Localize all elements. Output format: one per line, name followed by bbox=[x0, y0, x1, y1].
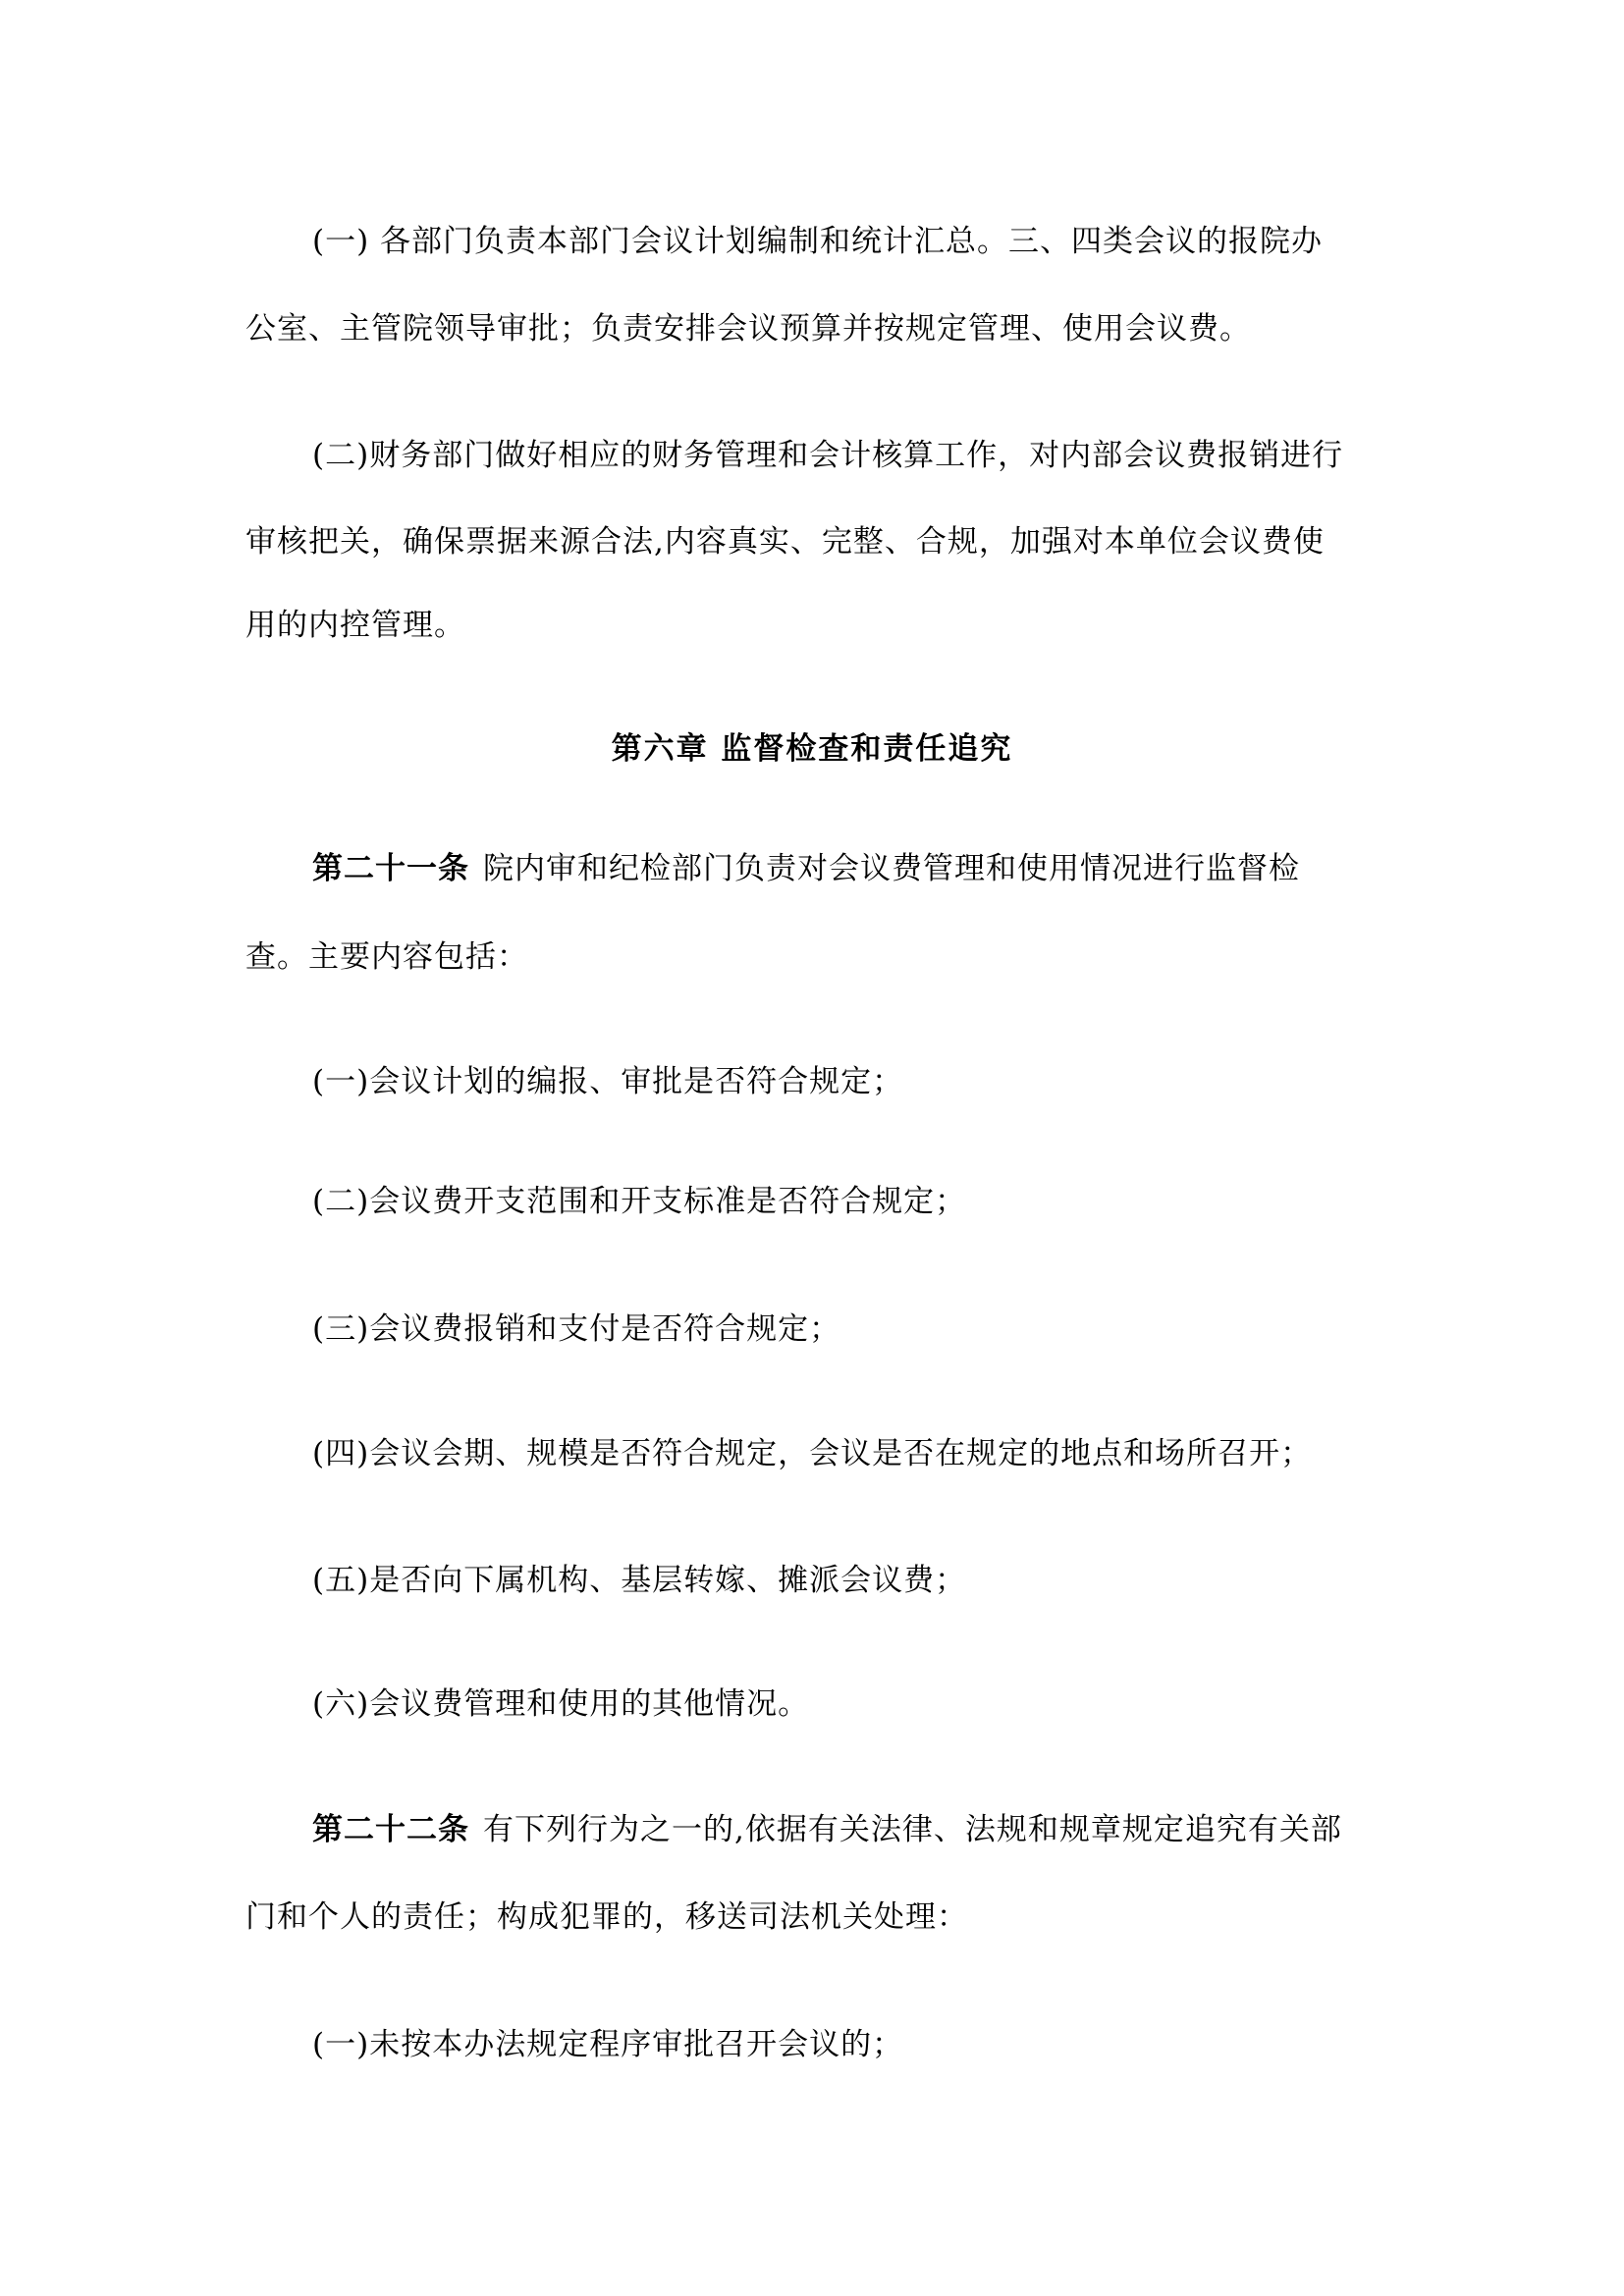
paragraph-1-line-1: (一) 各部门负责本部门会议计划编制和统计汇总。三、四类会议的报院办 bbox=[312, 224, 1324, 259]
article-21-item-1: (一)会议计划的编报、审批是否符合规定； bbox=[312, 1064, 904, 1099]
article-21-label: 第二十一条 bbox=[312, 851, 469, 886]
article-22-label: 第二十二条 bbox=[312, 1812, 469, 1847]
article-22-line-2: 门和个人的责任；构成犯罪的，移送司法机关处理： bbox=[245, 1899, 968, 1935]
article-21-line-2: 查。主要内容包括： bbox=[245, 939, 528, 975]
article-22-text-1: 有下列行为之一的,依据有关法律、法规和规章规定追究有关部 bbox=[483, 1812, 1342, 1847]
article-22-item-1: (一)未按本办法规定程序审批召开会议的； bbox=[312, 2027, 904, 2062]
article-21-item-2: (二)会议费开支范围和开支标准是否符合规定； bbox=[312, 1184, 967, 1219]
paragraph-2-line-3: 用的内控管理。 bbox=[245, 608, 465, 643]
paragraph-2-line-2: 审核把关，确保票据来源合法,内容真实、完整、合规，加强对本单位会议费使 bbox=[245, 524, 1325, 560]
paragraph-2-line-1: (二)财务部门做好相应的财务管理和会计核算工作，对内部会议费报销进行 bbox=[312, 438, 1344, 473]
article-21-text-1: 院内审和纪检部门负责对会议费管理和使用情况进行监督检 bbox=[483, 851, 1300, 886]
article-21-item-3: (三)会议费报销和支付是否符合规定； bbox=[312, 1311, 841, 1347]
article-21-item-4: (四)会议会期、规模是否符合规定，会议是否在规定的地点和场所召开； bbox=[312, 1436, 1313, 1471]
article-21-item-5: (五)是否向下属机构、基层转嫁、摊派会议费； bbox=[312, 1563, 967, 1598]
chapter-heading: 第六章 监督检查和责任追究 bbox=[611, 731, 1013, 767]
paragraph-1-line-2: 公室、主管院领导审批；负责安排会议预算并按规定管理、使用会议费。 bbox=[245, 311, 1251, 347]
article-21-line-1 bbox=[312, 849, 1300, 888]
article-21-item-6: (六)会议费管理和使用的其他情况。 bbox=[312, 1686, 810, 1722]
article-22-line-1 bbox=[312, 1810, 1342, 1849]
